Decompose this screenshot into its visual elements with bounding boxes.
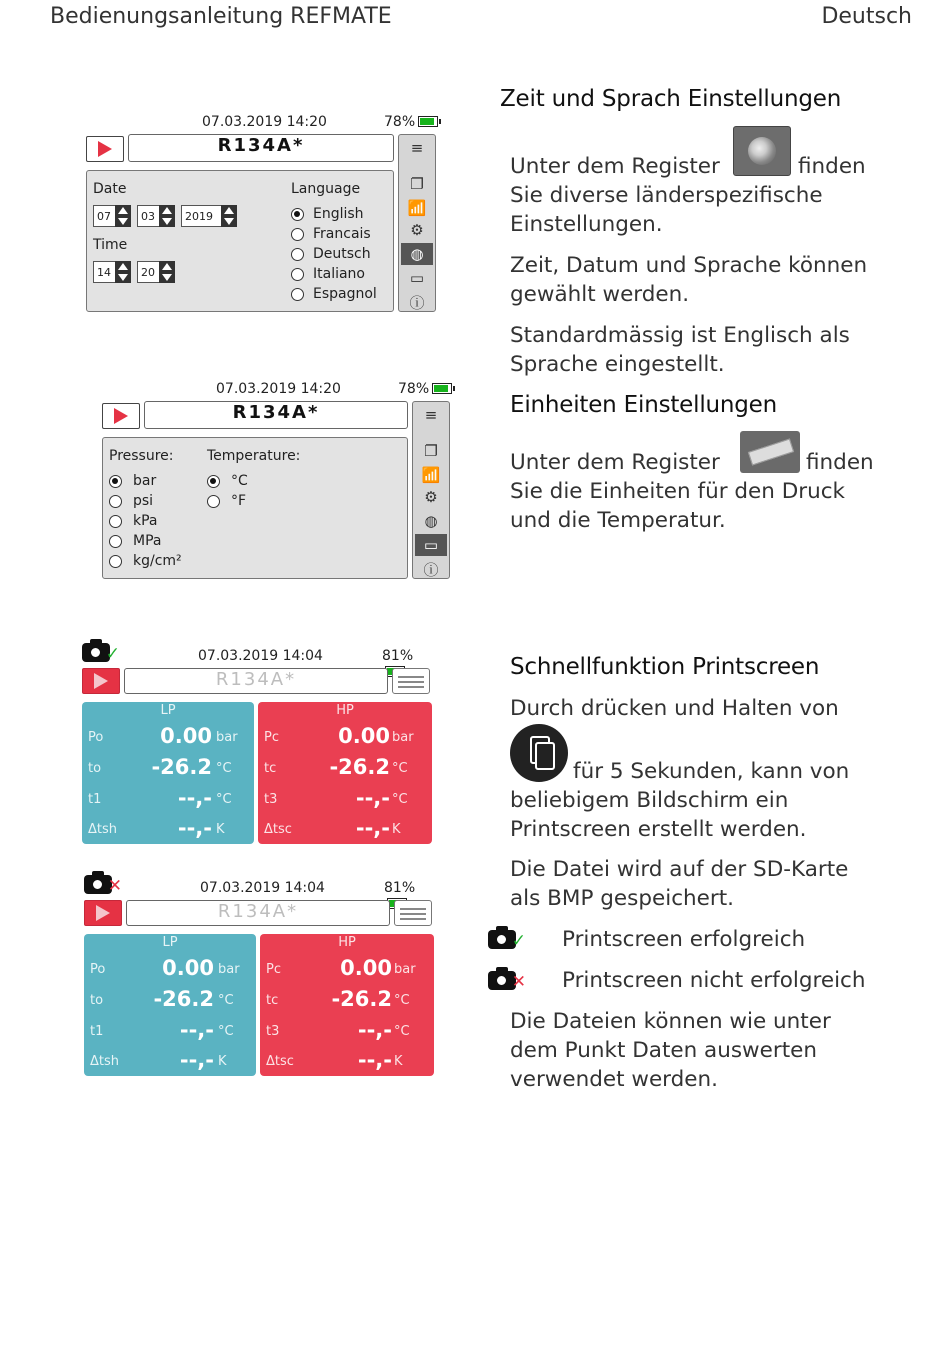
lp-panel [84, 934, 256, 1076]
copy-icon [510, 724, 568, 782]
language-label: Language [291, 181, 361, 197]
temperature-label: Temperature: [207, 448, 301, 464]
time-language-panel [86, 170, 394, 312]
battery: 78% [398, 381, 452, 397]
section-title-printscreen: Schnellfunktion Printscreen [510, 654, 820, 680]
battery-icon [418, 116, 438, 127]
header-title: Bedienungsanleitung REFMATE [50, 4, 392, 29]
lang-deutsch: Deutsch [313, 246, 371, 262]
tab-info[interactable]: ⓘ [423, 560, 439, 579]
lp-row: Po 0.00 bar [90, 956, 240, 980]
radio-espagnol[interactable] [291, 288, 304, 301]
lp-row: Δtsh --,- K [88, 816, 225, 840]
printscreen-success-text: Printscreen erfolgreich [562, 927, 806, 952]
hp-row: Pc 0.00 bar [266, 956, 416, 980]
play-icon [114, 408, 128, 424]
camera-fail-icon: ✕ [84, 870, 116, 894]
minute-stepper[interactable]: 20 [137, 261, 175, 283]
measurement-screen-success [80, 636, 436, 846]
radio-english[interactable] [291, 208, 304, 221]
radio-mpa[interactable] [109, 535, 122, 548]
day-stepper[interactable]: 07 [93, 205, 131, 227]
hp-row: tc -26.2 °C [266, 987, 410, 1011]
hp-panel [258, 702, 432, 844]
time-language-screen [84, 114, 440, 314]
play-button[interactable] [86, 136, 124, 162]
measurement-screen-failure [82, 868, 438, 1078]
camera-success-icon: ✓ [488, 925, 520, 949]
time-language-text-1a: Unter dem Register [510, 154, 720, 179]
play-icon [98, 141, 112, 157]
play-button[interactable] [82, 668, 120, 694]
time-language-text-2b: gewählt werden. [510, 282, 690, 307]
hp-row: Pc 0.00 bar [264, 724, 414, 748]
date-label: Date [93, 181, 127, 197]
hour-stepper[interactable]: 14 [93, 261, 131, 283]
time-language-text-1b: finden [798, 154, 866, 179]
status-bar [82, 880, 438, 898]
lp-title: LP [160, 703, 176, 718]
section-title-time-language: Zeit und Sprach Einstellungen [500, 86, 842, 112]
hp-row: t3 --,- °C [264, 786, 408, 810]
radio-kpa[interactable] [109, 515, 122, 528]
ruler-icon [740, 431, 800, 473]
datetime: 07.03.2019 14:04 [198, 648, 323, 664]
tab-sidebar [412, 401, 450, 579]
lang-francais: Francais [313, 226, 371, 242]
tab-sidebar [398, 134, 436, 312]
units-text-1d: und die Temperatur. [510, 508, 726, 533]
tab-wireless[interactable]: 📶 [407, 199, 427, 217]
play-button[interactable] [84, 900, 122, 926]
time-label: Time [93, 237, 128, 253]
refrigerant-field[interactable]: R134A* [128, 134, 394, 162]
hp-row: t3 --,- °C [266, 1018, 410, 1042]
time-language-text-1c: Sie diverse länderspezifische [510, 183, 823, 208]
unit-fahrenheit: °F [231, 493, 247, 509]
tab-units[interactable]: ▭ [409, 269, 425, 287]
globe-icon [733, 126, 791, 176]
printscreen-text-1b: für 5 Sekunden, kann von [573, 759, 850, 784]
lp-row: Δtsh --,- K [90, 1048, 227, 1072]
printscreen-fail-text: Printscreen nicht erfolgreich [562, 968, 866, 993]
camera-fail-icon: ✕ [488, 966, 520, 990]
month-stepper[interactable]: 03 [137, 205, 175, 227]
tab-globe[interactable]: ◍ [401, 243, 433, 265]
datetime: 07.03.2019 14:04 [200, 880, 325, 896]
tab-screens[interactable]: ❐ [410, 175, 424, 193]
status-bar [80, 648, 436, 666]
battery: 78% [384, 114, 438, 130]
printscreen-text-3c: verwendet werden. [510, 1067, 718, 1092]
section-title-units: Einheiten Einstellungen [510, 392, 777, 418]
menu-button[interactable] [392, 668, 430, 694]
refrigerant-field[interactable]: R134A* [124, 668, 388, 694]
unit-kpa: kPa [133, 513, 158, 529]
lp-title: LP [162, 935, 178, 950]
hp-title: HP [336, 703, 354, 718]
battery: 81% [382, 648, 436, 680]
tab-wireless[interactable]: 📶 [421, 466, 441, 484]
datetime: 07.03.2019 14:20 [216, 381, 341, 397]
lp-row: Po 0.00 bar [88, 724, 238, 748]
header-language: Deutsch [821, 4, 912, 29]
printscreen-text-2a: Die Datei wird auf der SD-Karte [510, 857, 849, 882]
refrigerant-field[interactable]: R134A* [126, 900, 390, 926]
time-language-text-3b: Sprache eingestellt. [510, 352, 725, 377]
printscreen-text-3b: dem Punkt Daten auswerten [510, 1038, 817, 1063]
lang-espagnol: Espagnol [313, 286, 377, 302]
units-text-1c: Sie die Einheiten für den Druck [510, 479, 845, 504]
units-panel [102, 437, 408, 579]
battery-icon [432, 383, 452, 394]
radio-francais[interactable] [291, 228, 304, 241]
lp-panel [82, 702, 254, 844]
menu-button[interactable] [394, 900, 432, 926]
lang-italiano: Italiano [313, 266, 365, 282]
printscreen-text-3a: Die Dateien können wie unter [510, 1009, 831, 1034]
time-language-text-3a: Standardmässig ist Englisch als [510, 323, 850, 348]
menu-icon[interactable]: ≡ [424, 406, 438, 424]
radio-kgcm2[interactable] [109, 555, 122, 568]
tab-screens[interactable]: ❐ [424, 442, 438, 460]
lp-row: t1 --,- °C [88, 786, 232, 810]
menu-icon[interactable]: ≡ [410, 139, 424, 157]
radio-celsius[interactable] [207, 475, 220, 488]
play-button[interactable] [102, 403, 140, 429]
tab-info[interactable]: ⓘ [409, 293, 425, 312]
radio-psi[interactable] [109, 495, 122, 508]
lp-row: t1 --,- °C [90, 1018, 234, 1042]
printscreen-text-2b: als BMP gespeichert. [510, 886, 734, 911]
status-bar [100, 381, 454, 399]
unit-bar: bar [133, 473, 157, 489]
printscreen-text-1c: beliebigem Bildschirm ein [510, 788, 789, 813]
lp-row: to -26.2 °C [90, 987, 234, 1011]
unit-kgcm2: kg/cm² [133, 553, 182, 569]
hp-row: Δtsc --,- K [264, 816, 401, 840]
units-screen [100, 381, 454, 581]
units-text-1a: Unter dem Register [510, 450, 720, 475]
radio-italiano[interactable] [291, 268, 304, 281]
lang-english: English [313, 206, 364, 222]
unit-celsius: °C [231, 473, 248, 489]
tab-units[interactable]: ▭ [415, 534, 447, 556]
radio-fahrenheit[interactable] [207, 495, 220, 508]
play-icon [96, 905, 110, 921]
radio-bar[interactable] [109, 475, 122, 488]
unit-psi: psi [133, 493, 154, 509]
tab-settings[interactable]: ⚙ [410, 221, 424, 239]
year-stepper[interactable]: 2019 [181, 205, 237, 227]
unit-mpa: MPa [133, 533, 162, 549]
lp-row: to -26.2 °C [88, 755, 232, 779]
time-language-text-1d: Einstellungen. [510, 212, 663, 237]
time-language-text-2a: Zeit, Datum und Sprache können [510, 253, 868, 278]
pressure-label: Pressure: [109, 448, 174, 464]
refrigerant-field[interactable]: R134A* [144, 401, 408, 429]
tab-globe[interactable]: ◍ [424, 512, 438, 530]
printscreen-text-1d: Printscreen erstellt werden. [510, 817, 807, 842]
play-icon [94, 673, 108, 689]
hp-row: tc -26.2 °C [264, 755, 408, 779]
units-text-1b: finden [806, 450, 874, 475]
status-bar [84, 114, 440, 132]
datetime: 07.03.2019 14:20 [202, 114, 327, 130]
tab-settings[interactable]: ⚙ [424, 488, 438, 506]
battery: 81% [384, 880, 438, 912]
hp-panel [260, 934, 434, 1076]
camera-success-icon: ✓ [82, 638, 114, 662]
hp-title: HP [338, 935, 356, 950]
printscreen-text-1a: Durch drücken und Halten von [510, 696, 839, 721]
hp-row: Δtsc --,- K [266, 1048, 403, 1072]
radio-deutsch[interactable] [291, 248, 304, 261]
